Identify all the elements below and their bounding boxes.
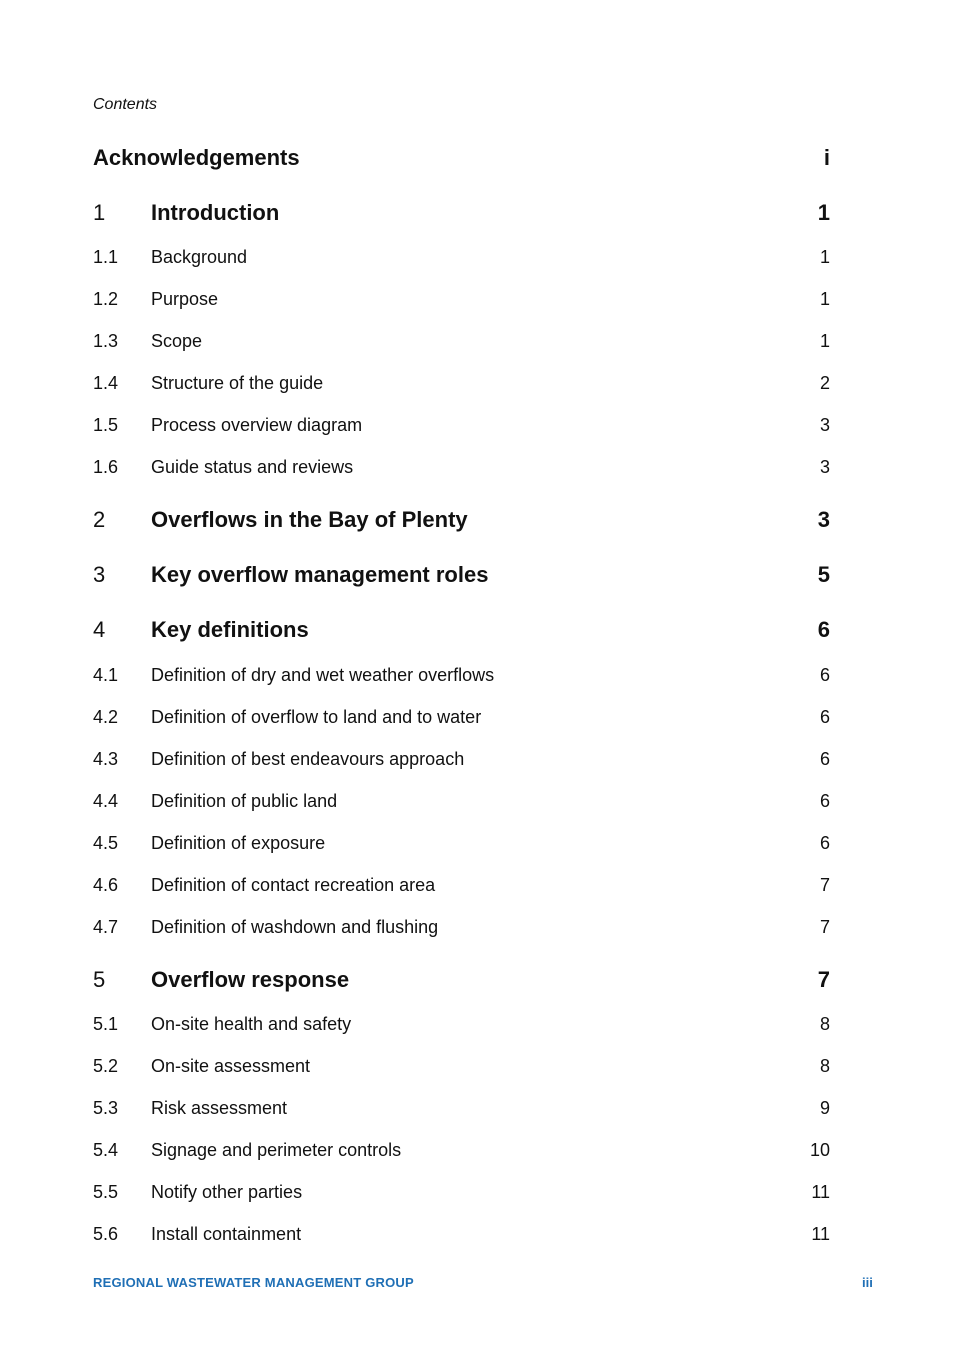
toc-section-number: 1.6: [93, 457, 119, 477]
toc-section-4-7[interactable]: [93, 917, 830, 947]
toc-section-5-6[interactable]: [93, 1224, 830, 1254]
toc-section-5-2[interactable]: [93, 1056, 830, 1086]
toc-entry-page: i: [823, 145, 830, 170]
toc-section-title: Scope: [151, 331, 203, 351]
toc-chapter-title: Overflow response: [151, 967, 350, 992]
toc-section-number: 4.5: [93, 833, 119, 853]
page-label: Contents: [93, 96, 158, 113]
toc-section-number: 4.7: [93, 917, 119, 937]
toc-entry-title: Acknowledgements: [93, 145, 300, 170]
footer-page-number: iii: [862, 1275, 873, 1290]
toc-section-page: 6: [819, 833, 830, 853]
toc-chapter-page: 3: [817, 507, 830, 532]
toc-section-number: 5.1: [93, 1014, 119, 1034]
toc-section-number: 1.4: [93, 373, 119, 393]
toc-section-title: Definition of best endeavours approach: [151, 749, 465, 769]
toc-section-page: 1: [819, 331, 830, 351]
toc-chapter-page: 6: [817, 617, 830, 642]
toc-section-5-5[interactable]: [93, 1182, 830, 1212]
toc-section-number: 5.3: [93, 1098, 119, 1118]
toc-section-title: Risk assessment: [151, 1098, 288, 1118]
toc-section-5-4[interactable]: [93, 1140, 830, 1170]
toc-section-number: 4.4: [93, 791, 119, 811]
toc-chapter-title: Key overflow management roles: [151, 562, 489, 587]
toc-section-title: On-site assessment: [151, 1056, 311, 1076]
toc-section-1-4[interactable]: [93, 373, 830, 403]
toc-chapter-title: Introduction: [151, 200, 280, 225]
toc-section-title: Signage and perimeter controls: [151, 1140, 402, 1160]
toc-section-title: Structure of the guide: [151, 373, 324, 393]
toc-section-1-1[interactable]: [93, 247, 830, 277]
toc-section-1-2[interactable]: [93, 289, 830, 319]
footer-organization: REGIONAL WASTEWATER MANAGEMENT GROUP: [93, 1275, 414, 1290]
toc-chapter-5[interactable]: [93, 967, 830, 997]
toc-chapter-number: 1: [93, 200, 106, 225]
toc-section-title: Definition of contact recreation area: [151, 875, 436, 895]
toc-section-page: 1: [819, 247, 830, 267]
toc-section-page: 11: [811, 1224, 830, 1244]
toc-section-page: 3: [819, 457, 830, 477]
toc-section-number: 4.2: [93, 707, 119, 727]
toc-section-title: Notify other parties: [151, 1182, 303, 1202]
toc-section-4-2[interactable]: [93, 707, 830, 737]
toc-section-4-3[interactable]: [93, 749, 830, 779]
toc-section-title: Definition of overflow to land and to water: [151, 707, 482, 727]
toc-section-title: Process overview diagram: [151, 415, 363, 435]
toc-chapter-number: 4: [93, 617, 106, 642]
toc-section-page: 10: [809, 1140, 830, 1160]
toc-section-page: 6: [819, 791, 830, 811]
toc-section-title: Install containment: [151, 1224, 302, 1244]
toc-chapter-page: 1: [817, 200, 830, 225]
toc-section-page: 6: [819, 665, 830, 685]
toc-chapter-3[interactable]: [93, 562, 830, 592]
toc-section-page: 1: [819, 289, 830, 309]
toc-section-title: Background: [151, 247, 248, 267]
toc-section-number: 1.1: [93, 247, 119, 267]
toc-section-number: 1.5: [93, 415, 119, 435]
toc-section-page: 6: [819, 749, 830, 769]
toc-section-1-5[interactable]: [93, 415, 830, 445]
toc-section-title: Definition of dry and wet weather overflows: [151, 665, 495, 685]
toc-section-number: 4.6: [93, 875, 119, 895]
toc-section-title: Purpose: [151, 289, 219, 309]
toc-chapter-number: 5: [93, 967, 106, 992]
toc-chapter-1[interactable]: [93, 200, 830, 230]
toc-section-page: 9: [819, 1098, 830, 1118]
toc-chapter-2[interactable]: [93, 507, 830, 537]
toc-section-page: 2: [819, 373, 830, 393]
toc-section-number: 1.3: [93, 331, 119, 351]
toc-section-title: Definition of exposure: [151, 833, 326, 853]
toc-chapter-number: 3: [93, 562, 106, 587]
toc-section-5-3[interactable]: [93, 1098, 830, 1128]
toc-section-number: 4.3: [93, 749, 119, 769]
toc-chapter-number: 2: [93, 507, 106, 532]
toc-chapter-title: Key definitions: [151, 617, 309, 642]
toc-section-4-6[interactable]: [93, 875, 830, 905]
toc-section-4-5[interactable]: [93, 833, 830, 863]
toc-section-page: 7: [819, 917, 830, 937]
toc-section-number: 4.1: [93, 665, 119, 685]
toc-section-1-3[interactable]: [93, 331, 830, 361]
toc-chapter-page: 7: [817, 967, 830, 992]
toc-section-title: Definition of washdown and flushing: [151, 917, 439, 937]
toc-section-4-4[interactable]: [93, 791, 830, 821]
toc-section-page: 7: [819, 875, 830, 895]
toc-entry-acknowledgements[interactable]: [93, 145, 830, 175]
toc-section-page: 8: [819, 1014, 830, 1034]
toc-section-5-1[interactable]: [93, 1014, 830, 1044]
toc-section-page: 3: [819, 415, 830, 435]
toc-chapter-title: Overflows in the Bay of Plenty: [151, 507, 468, 532]
toc-section-page: 8: [819, 1056, 830, 1076]
toc-section-title: Guide status and reviews: [151, 457, 354, 477]
toc-section-page: 6: [819, 707, 830, 727]
toc-chapter-page: 5: [817, 562, 830, 587]
toc-section-page: 11: [811, 1182, 830, 1202]
toc-section-number: 5.4: [93, 1140, 119, 1160]
toc-section-number: 5.2: [93, 1056, 119, 1076]
toc-section-number: 1.2: [93, 289, 119, 309]
toc-section-title: Definition of public land: [151, 791, 338, 811]
toc-section-number: 5.6: [93, 1224, 119, 1244]
toc-section-title: On-site health and safety: [151, 1014, 352, 1034]
toc-chapter-4[interactable]: [93, 617, 830, 647]
toc-section-4-1[interactable]: [93, 665, 830, 695]
toc-section-number: 5.5: [93, 1182, 119, 1202]
toc-section-1-6[interactable]: [93, 457, 830, 487]
